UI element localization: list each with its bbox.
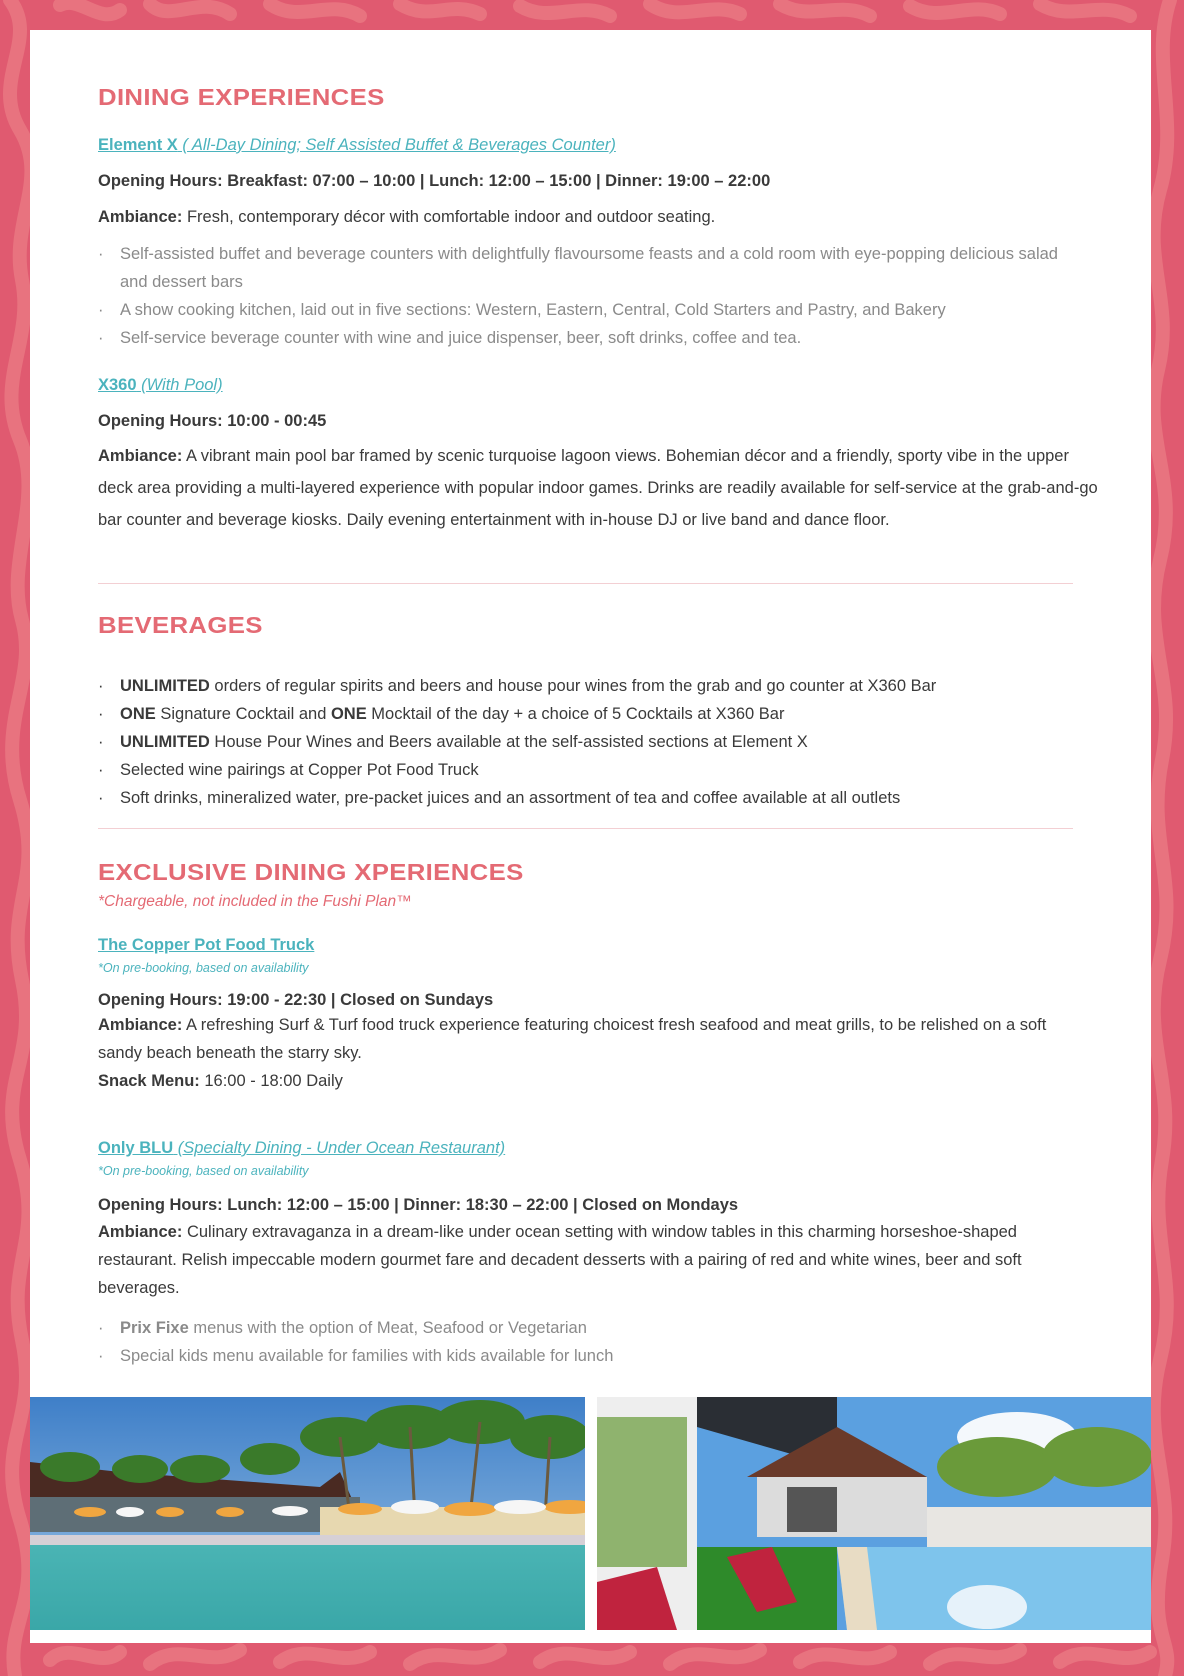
- venue-name: The Copper Pot Food Truck: [98, 936, 315, 954]
- exclusive-dining-heading: EXCLUSIVE DINING XPERIENCES: [98, 859, 524, 885]
- copper-pot-link[interactable]: [98, 936, 314, 955]
- snack-label: Snack Menu:: [98, 1072, 200, 1090]
- emphasis: UNLIMITED: [120, 677, 210, 695]
- list-item: · Self-service beverage counter with wine and juice dispenser, beer, soft drinks, coffee and tea.: [98, 324, 1088, 352]
- section-divider: [98, 583, 1073, 584]
- element-x-link[interactable]: [98, 136, 616, 155]
- ambiance-label: Ambiance:: [98, 447, 183, 465]
- emphasis: ONE: [330, 705, 367, 723]
- only-blu-features: [98, 1314, 1098, 1370]
- element-x-opening-hours: [98, 172, 770, 191]
- ambiance-label: Ambiance:: [98, 1223, 183, 1241]
- dining-experiences-heading: DINING EXPERIENCES: [98, 84, 385, 110]
- list-item: · Self-assisted buffet and beverage counters with delightfully flavoursome feasts and a cold room with eye-popping delicious salad and dessert bars: [98, 240, 1088, 296]
- hours-label: Opening Hours:: [98, 1196, 223, 1214]
- ambiance-text: Culinary extravaganza in a dream-like under ocean setting with window tables in this charming horseshoe-shaped restaurant. Relish impeccable modern gourmet fare and decadent desserts with a pairing of red and white wines, beer and soft beverages.: [98, 1223, 1022, 1297]
- x360-opening-hours: [98, 412, 326, 431]
- item-text: Mocktail of the day + a choice of 5 Cocktails at X360 Bar: [366, 705, 785, 723]
- venue-subtitle: (With Pool): [136, 376, 223, 394]
- pool-photo-illustration: [30, 1397, 585, 1630]
- pre-booking-note: *On pre-booking, based on availability: [98, 1164, 309, 1178]
- hours-label: Opening Hours:: [98, 412, 223, 430]
- pre-booking-note: *On pre-booking, based on availability: [98, 961, 309, 975]
- hours-label: Opening Hours:: [98, 991, 223, 1009]
- x360-ambiance: [98, 440, 1108, 536]
- copper-pot-opening-hours: [98, 991, 493, 1010]
- venue-name: Element X: [98, 136, 178, 154]
- item-text: Signature Cocktail and: [155, 705, 331, 723]
- item-text: House Pour Wines and Beers available at the self-assisted sections at Element X: [209, 733, 808, 751]
- item-text: Special kids menu available for families with kids available for lunch: [120, 1347, 614, 1365]
- copper-pot-ambiance: [98, 1011, 1058, 1095]
- photo-resort-pool: [30, 1397, 585, 1630]
- item-text: menus with the option of Meat, Seafood or Vegetarian: [188, 1319, 587, 1337]
- emphasis: Prix Fixe: [120, 1319, 189, 1337]
- venue-name: Only BLU: [98, 1139, 174, 1157]
- list-item: [98, 672, 1098, 700]
- element-x-ambiance: [98, 208, 715, 227]
- emphasis: UNLIMITED: [120, 733, 210, 751]
- list-item: [98, 784, 1098, 812]
- list-item: [98, 1342, 1098, 1370]
- beverages-list: [98, 672, 1098, 812]
- x360-link[interactable]: [98, 376, 223, 395]
- item-text: Soft drinks, mineralized water, pre-packet juices and an assortment of tea and coffee available at all outlets: [120, 789, 901, 807]
- element-x-features: [98, 240, 1088, 352]
- list-item: [98, 1314, 1098, 1342]
- item-text: Selected wine pairings at Copper Pot Food Truck: [120, 761, 479, 779]
- ambiance-label: Ambiance:: [98, 1016, 183, 1034]
- ambiance-text: A refreshing Surf & Turf food truck experience featuring choicest fresh seafood and meat grills, to be relished on a soft sandy beach beneath the starry sky.: [98, 1016, 1047, 1062]
- beverages-heading: BEVERAGES: [98, 612, 263, 638]
- only-blu-link[interactable]: [98, 1139, 505, 1158]
- section-divider: [98, 828, 1073, 829]
- venue-subtitle: (Specialty Dining - Under Ocean Restaurant): [173, 1139, 506, 1157]
- venue-name: X360: [98, 376, 137, 394]
- hours-value: Lunch: 12:00 – 15:00 | Dinner: 18:30 – 22:00 | Closed on Mondays: [222, 1196, 739, 1214]
- venue-subtitle: ( All-Day Dining; Self Assisted Buffet & Beverages Counter): [177, 136, 616, 154]
- hours-value: 19:00 - 22:30 | Closed on Sundays: [222, 991, 494, 1009]
- list-item: · A show cooking kitchen, laid out in five sections: Western, Eastern, Central, Cold Starters and Pastry, and Bakery: [98, 296, 1088, 324]
- emphasis: ONE: [120, 705, 156, 723]
- snack-text: 16:00 - 18:00 Daily: [199, 1072, 343, 1090]
- hours-value: 10:00 - 00:45: [222, 412, 327, 430]
- list-item: [98, 700, 1098, 728]
- only-blu-ambiance: [98, 1218, 1058, 1302]
- list-item: [98, 756, 1098, 784]
- chargeable-note: *Chargeable, not included in the Fushi Plan™: [98, 893, 412, 910]
- list-item: [98, 728, 1098, 756]
- hours-label: Opening Hours:: [98, 172, 223, 190]
- ambiance-text: A vibrant main pool bar framed by scenic turquoise lagoon views. Bohemian décor and a friendly, sporty vibe in the upper deck area providing a multi-layered experience with popular indoor games. Drinks are readily available for self-service at the grab-and-go bar counter and beverage kiosks. Daily evening entertainment with in-house DJ or live band and dance floor.: [98, 447, 1098, 529]
- kids-pool-photo-illustration: [597, 1397, 1151, 1630]
- only-blu-opening-hours: [98, 1196, 738, 1215]
- ambiance-text: Fresh, contemporary décor with comfortable indoor and outdoor seating.: [182, 208, 716, 226]
- ambiance-label: Ambiance:: [98, 208, 183, 226]
- hours-value: Breakfast: 07:00 – 10:00 | Lunch: 12:00 – 15:00 | Dinner: 19:00 – 22:00: [222, 172, 771, 190]
- photo-kids-pool: [597, 1397, 1151, 1630]
- item-text: orders of regular spirits and beers and house pour wines from the grab and go counter at X360 Bar: [209, 677, 937, 695]
